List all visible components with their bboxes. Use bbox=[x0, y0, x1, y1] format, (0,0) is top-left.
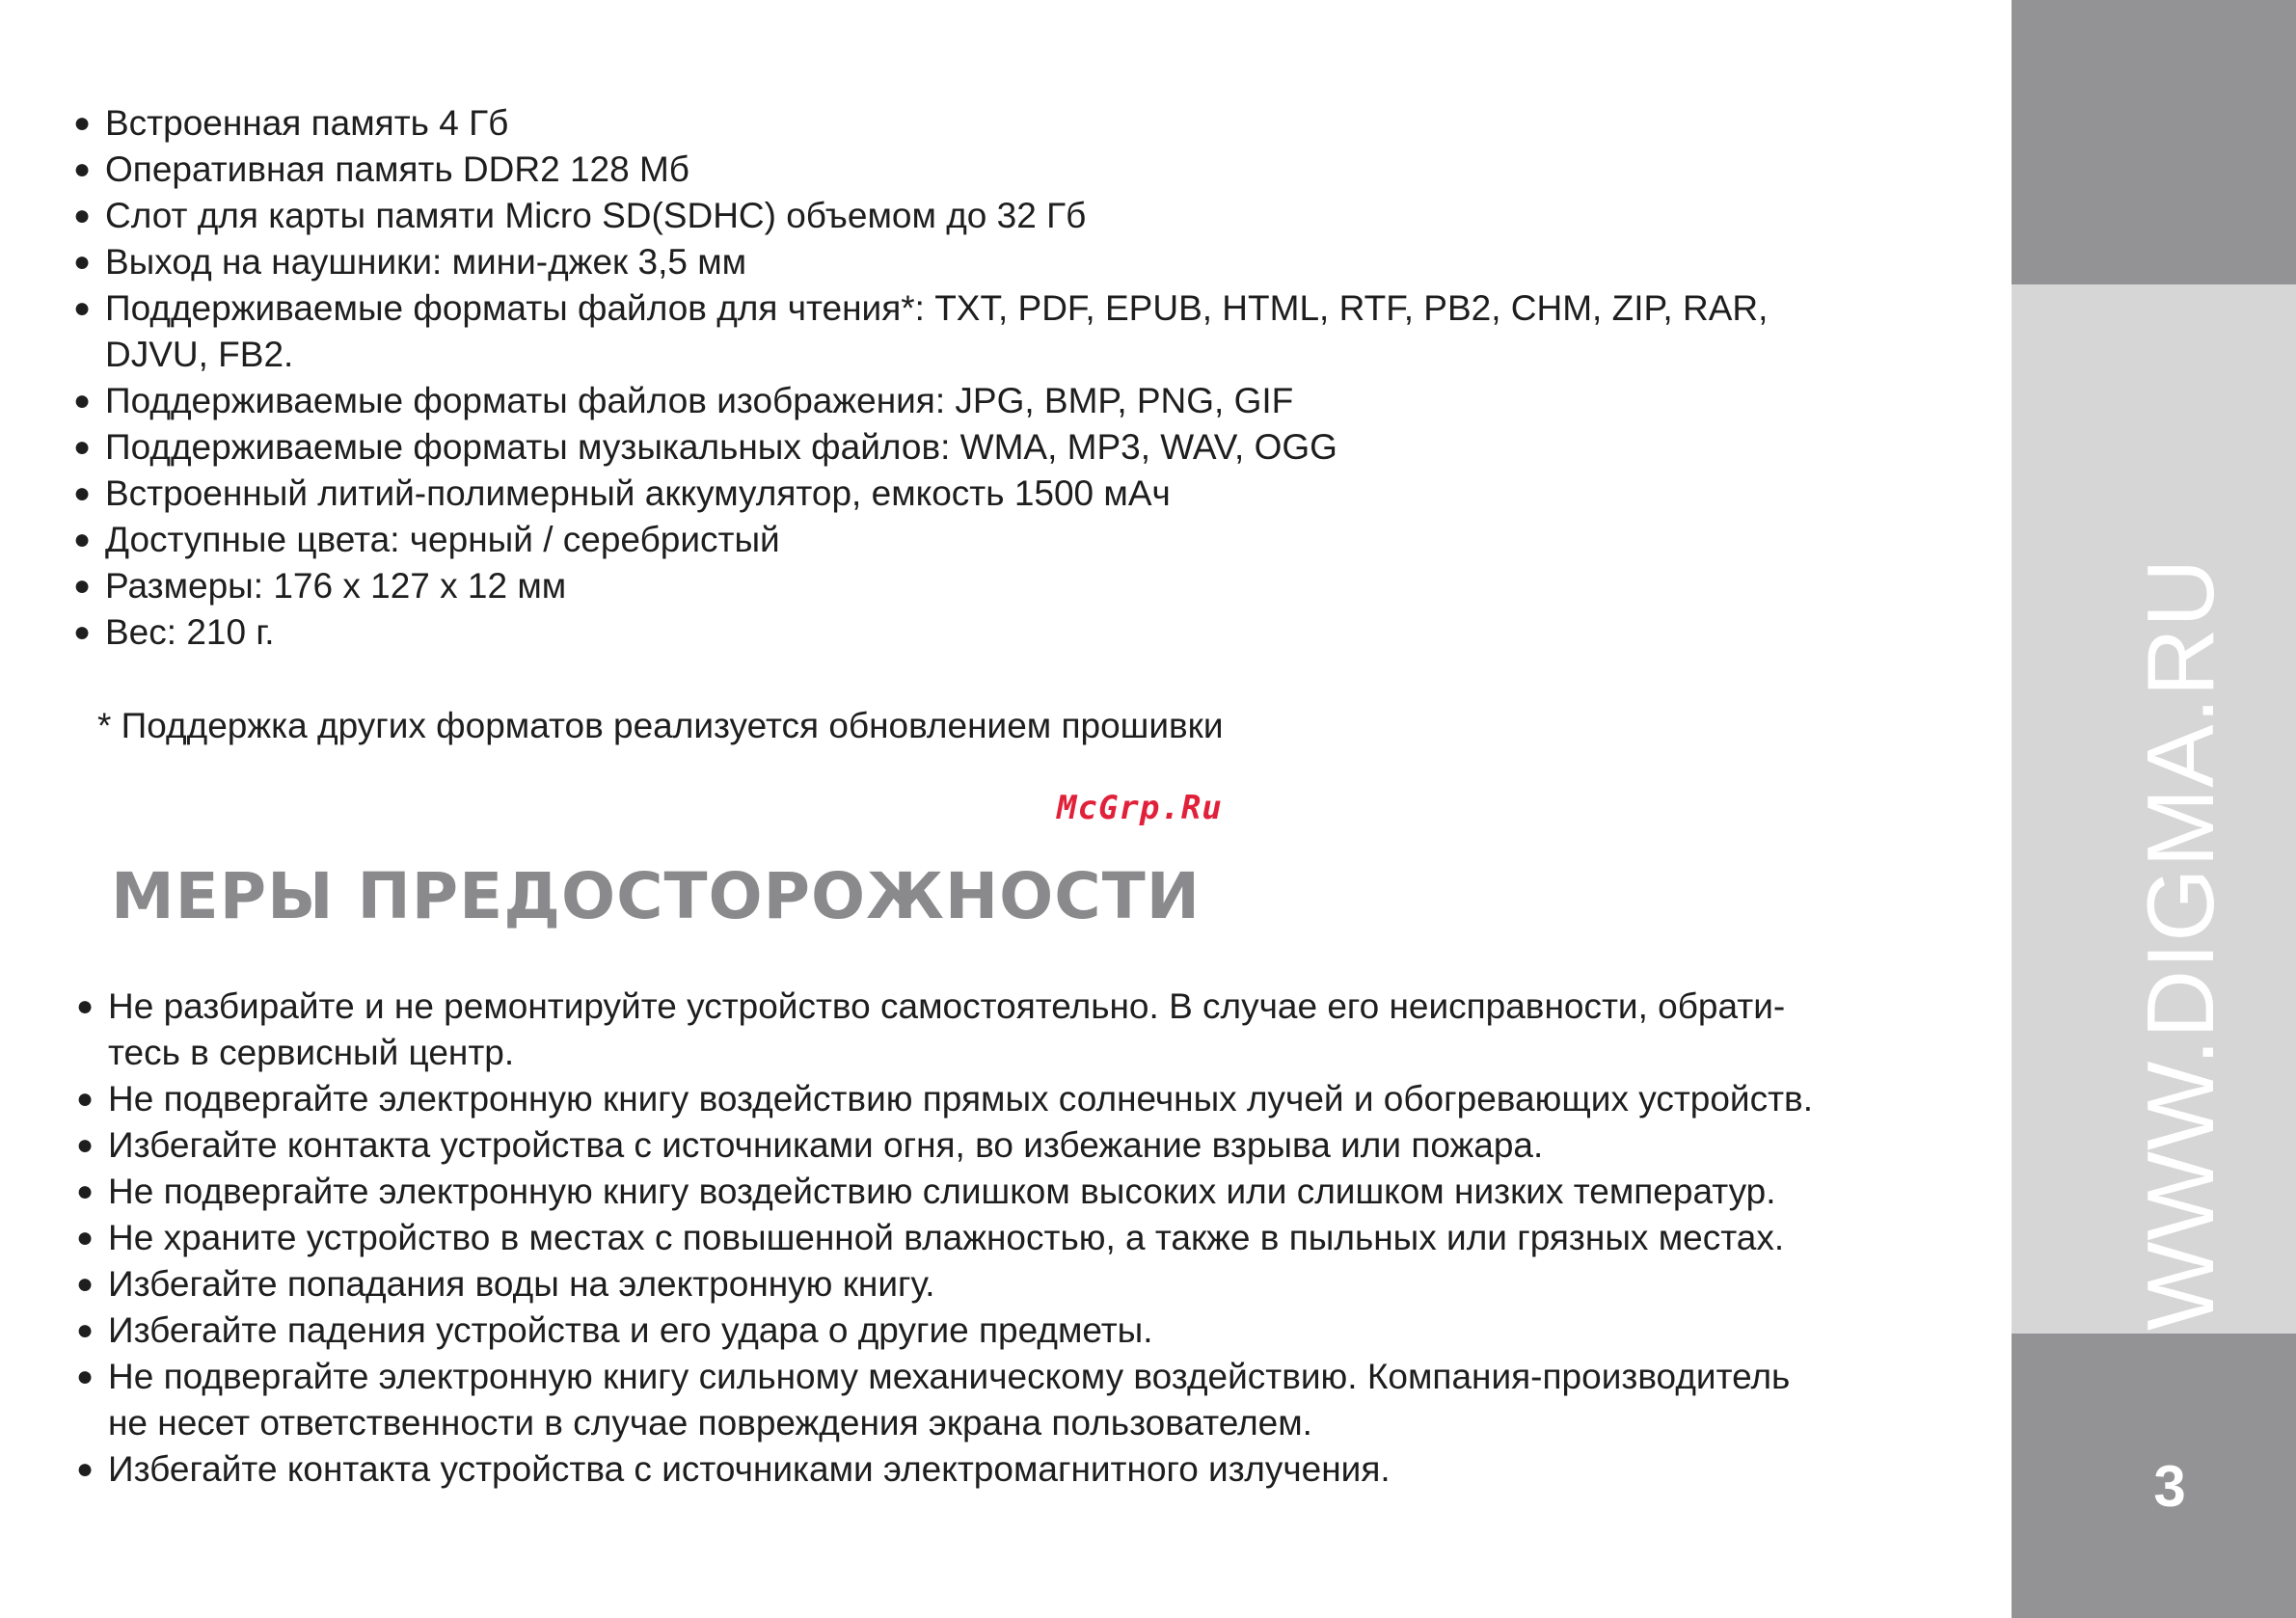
bullet-icon: ● bbox=[73, 570, 92, 602]
bullet-icon: ● bbox=[73, 200, 92, 231]
precaution-item bbox=[76, 1215, 1966, 1261]
precautions-list bbox=[76, 984, 1966, 1493]
precaution-item bbox=[76, 1308, 1966, 1354]
precaution-text: Избегайте контакта устройства с источниками электромагнитного излучения. bbox=[108, 1449, 1391, 1489]
bullet-icon: ● bbox=[73, 292, 92, 324]
spec-text: Размеры: 176 x 127 x 12 мм bbox=[105, 566, 567, 606]
precaution-item bbox=[76, 1169, 1966, 1215]
spec-item bbox=[73, 609, 1963, 656]
spec-text: Доступные цвета: черный / серебристый bbox=[105, 520, 780, 559]
bullet-icon: ● bbox=[73, 524, 92, 555]
precaution-text: Не храните устройство в местах с повышенной влажностью, а также в пыльных или грязных местах. bbox=[108, 1218, 1785, 1257]
spec-item bbox=[73, 563, 1963, 609]
bullet-icon: ● bbox=[76, 1453, 95, 1485]
bullet-icon: ● bbox=[73, 246, 92, 278]
page-number: 3 bbox=[2153, 1454, 2186, 1519]
bullet-icon: ● bbox=[73, 477, 92, 509]
precaution-item bbox=[76, 984, 1966, 1076]
spec-item bbox=[73, 193, 1963, 239]
spec-item bbox=[73, 147, 1963, 193]
spec-item bbox=[73, 471, 1963, 517]
bullet-icon: ● bbox=[76, 1314, 95, 1346]
spec-text: Вес: 210 г. bbox=[105, 612, 275, 652]
precaution-item bbox=[76, 1354, 1966, 1446]
bullet-icon: ● bbox=[73, 431, 92, 463]
bullet-icon: ● bbox=[73, 107, 92, 139]
spec-text: Встроенный литий-полимерный аккумулятор, емкость 1500 мАч bbox=[105, 473, 1171, 513]
spec-text: Поддерживаемые форматы файлов изображения: JPG, BMP, PNG, GIF bbox=[105, 381, 1294, 420]
precaution-text: Не подвергайте электронную книгу воздействию прямых солнечных лучей и обогревающих устройств. bbox=[108, 1079, 1813, 1119]
spec-text: Поддерживаемые форматы файлов для чтения*: TXT, PDF, EPUB, HTML, RTF, PB2, CHM, ZIP, RAR, DJVU, FB2. bbox=[105, 288, 1769, 374]
website-url: WWW.DIGMA.RU bbox=[2127, 557, 2233, 1331]
spec-text: Встроенная память 4 Гб bbox=[105, 103, 509, 143]
bullet-icon: ● bbox=[73, 616, 92, 648]
watermark: McGrp.Ru bbox=[1057, 789, 1223, 827]
specifications-list bbox=[73, 100, 1963, 656]
spec-item bbox=[73, 517, 1963, 563]
precaution-item bbox=[76, 1122, 1966, 1169]
precaution-item bbox=[76, 1076, 1966, 1122]
bullet-icon: ● bbox=[76, 1268, 95, 1300]
spec-text: Выход на наушники: мини-джек 3,5 мм bbox=[105, 242, 747, 282]
spec-text: Поддерживаемые форматы музыкальных файлов: WMA, MP3, WAV, OGG bbox=[105, 427, 1337, 467]
spec-item bbox=[73, 239, 1963, 285]
bullet-icon: ● bbox=[76, 990, 95, 1022]
spec-item bbox=[73, 378, 1963, 424]
bullet-icon: ● bbox=[73, 385, 92, 417]
bullet-icon: ● bbox=[76, 1222, 95, 1254]
bullet-icon: ● bbox=[73, 153, 92, 185]
formats-footnote: * Поддержка других форматов реализуется обновлением прошивки bbox=[97, 706, 1224, 745]
bullet-icon: ● bbox=[76, 1175, 95, 1207]
spec-item bbox=[73, 100, 1963, 147]
sidebar-band-top bbox=[2012, 0, 2296, 284]
precautions-heading: МЕРЫ ПРЕДОСТОРОЖНОСТИ bbox=[111, 859, 1201, 933]
precaution-text: Не подвергайте электронную книгу сильному механическому воздействию. Компания-производитель не несет ответственности в случае повреждения экрана пользователем. bbox=[108, 1357, 1791, 1443]
precaution-text: Не подвергайте электронную книгу воздействию слишком высоких или слишком низких температур. bbox=[108, 1172, 1776, 1211]
precaution-text: Избегайте падения устройства и его удара о другие предметы. bbox=[108, 1310, 1153, 1350]
precaution-item bbox=[76, 1261, 1966, 1308]
precaution-item bbox=[76, 1446, 1966, 1493]
bullet-icon: ● bbox=[76, 1129, 95, 1161]
precaution-text: Не разбирайте и не ремонтируйте устройство самостоятельно. В случае его неисправности, обрати- тесь в сервисный центр. bbox=[108, 986, 1786, 1072]
spec-item bbox=[73, 285, 1963, 378]
precaution-text: Избегайте контакта устройства с источниками огня, во избежание взрыва или пожара. bbox=[108, 1125, 1544, 1165]
bullet-icon: ● bbox=[76, 1361, 95, 1392]
bullet-icon: ● bbox=[76, 1083, 95, 1115]
precaution-text: Избегайте попадания воды на электронную книгу. bbox=[108, 1264, 935, 1304]
spec-text: Оперативная память DDR2 128 Мб bbox=[105, 149, 689, 189]
spec-item bbox=[73, 424, 1963, 471]
spec-text: Слот для карты памяти Micro SD(SDHC) объемом до 32 Гб bbox=[105, 196, 1087, 235]
